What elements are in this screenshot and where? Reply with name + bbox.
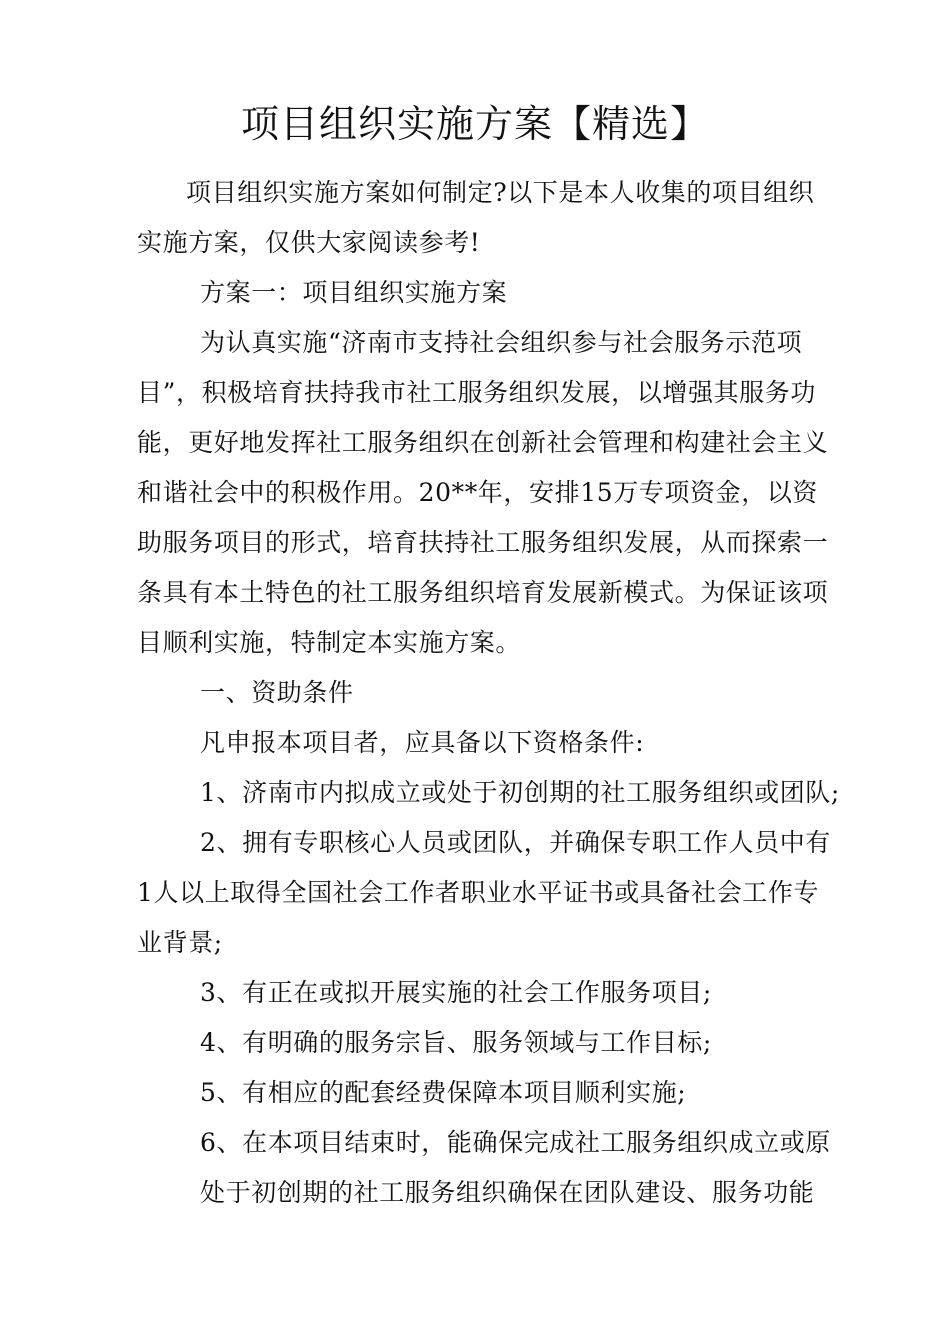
paragraph-line: 助服务项目的形式，培育扶持社工服务组织发展，从而探索一 (137, 528, 829, 557)
paragraph-line: 实施方案，仅供大家阅读参考! (137, 228, 481, 257)
paragraph-line: 条具有本土特色的社工服务组织培育发展新模式。为保证该项 (137, 578, 829, 607)
list-item: 5、有相应的配套经费保障本项目顺利实施; (200, 1078, 687, 1107)
list-item-continuation: 1人以上取得全国社会工作者职业水平证书或具备社会工作专 (137, 878, 820, 907)
list-item: 2、拥有专职核心人员或团队，并确保专职工作人员中有 (200, 828, 831, 857)
paragraph-line: 能，更好地发挥社工服务组织在创新社会管理和构建社会主义 (137, 428, 829, 457)
list-item: 4、有明确的服务宗旨、服务领域与工作目标; (200, 1028, 712, 1057)
list-item: 6、在本项目结束时，能确保完成社工服务组织成立或原 (200, 1128, 831, 1157)
list-item: 3、有正在或拟开展实施的社会工作服务项目; (200, 978, 712, 1007)
paragraph-line: 凡申报本项目者，应具备以下资格条件: (200, 728, 645, 757)
paragraph-line: 目”，积极培育扶持我市社工服务组织发展，以增强其服务功 (137, 378, 816, 407)
section-heading: 方案一：项目组织实施方案 (200, 278, 508, 307)
list-item-continuation: 处于初创期的社工服务组织确保在团队建设、服务功能 (200, 1178, 815, 1207)
list-item: 1、济南市内拟成立或处于初创期的社工服务组织或团队; (200, 778, 840, 807)
paragraph-line: 项目组织实施方案如何制定?以下是本人收集的项目组织 (186, 178, 815, 207)
paragraph-line: 和谐社会中的积极作用。20**年，安排15万专项资金，以资 (137, 478, 819, 507)
section-heading: 一、资助条件 (200, 678, 354, 707)
document-title: 项目组织实施方案【精选】 (240, 102, 709, 146)
list-item-continuation: 业背景; (137, 928, 223, 957)
paragraph-line: 目顺利实施，特制定本实施方案。 (137, 628, 522, 657)
paragraph-line: 为认真实施“济南市支持社会组织参与社会服务示范项 (200, 328, 803, 357)
